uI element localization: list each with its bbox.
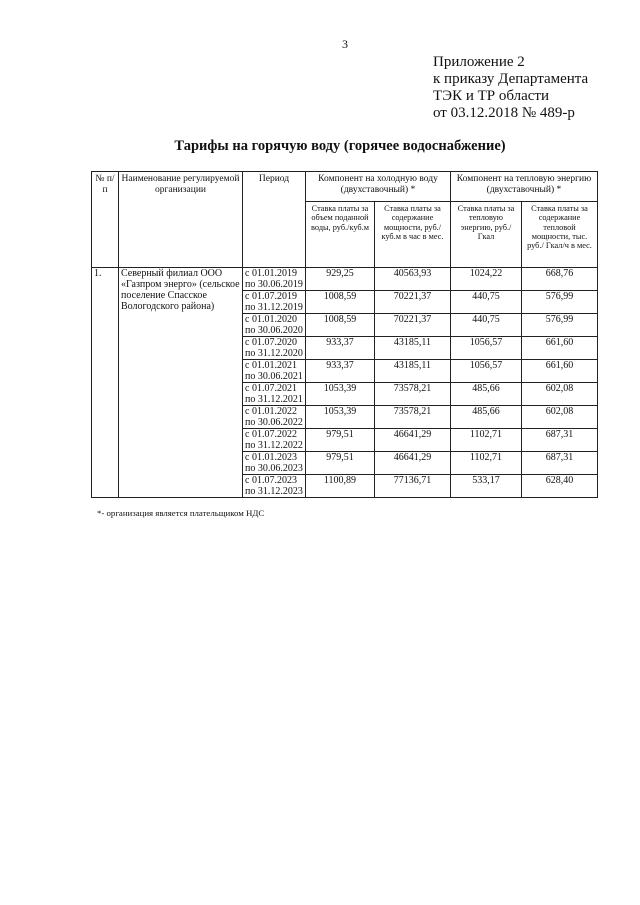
period-to: по 30.06.2022: [245, 417, 303, 428]
rate-cold-volume: 1008,59: [306, 291, 375, 314]
period-to: по 31.12.2022: [245, 440, 303, 451]
period-from: с 01.01.2021: [245, 360, 297, 371]
period-to: по 31.12.2023: [245, 486, 303, 497]
period-to: по 31.12.2020: [245, 348, 303, 359]
rate-cold-volume: 933,37: [306, 337, 375, 360]
tariff-table: [91, 171, 598, 498]
period-cell: [243, 475, 306, 498]
period-from: с 01.01.2023: [245, 452, 297, 463]
page-number: 3: [342, 37, 348, 51]
rate-cold-volume: 929,25: [306, 268, 375, 291]
rate-cold-capacity: 40563,93: [375, 268, 451, 291]
rate-heat-capacity: 687,31: [522, 429, 598, 452]
period-from: с 01.01.2019: [245, 268, 297, 279]
period-from: с 01.07.2021: [245, 383, 297, 394]
rate-heat-capacity: 668,76: [522, 268, 598, 291]
rate-cold-capacity: 73578,21: [375, 406, 451, 429]
period-cell: [243, 429, 306, 452]
period-cell: [243, 452, 306, 475]
period-from: с 01.07.2022: [245, 429, 297, 440]
header-cold-water-component: Компонент на холодную воду (двухставочный) *: [306, 172, 451, 202]
header-cold-volume-rate: Ставка платы за объем поданной воды, руб./куб.м: [306, 202, 375, 268]
period-from: с 01.07.2019: [245, 291, 297, 302]
period-from: с 01.01.2020: [245, 314, 297, 325]
period-cell: [243, 406, 306, 429]
rate-heat-energy: 1056,57: [451, 337, 522, 360]
annex-line: ТЭК и ТР области: [433, 88, 549, 104]
period-cell: [243, 314, 306, 337]
rate-cold-volume: 1053,39: [306, 383, 375, 406]
tariff-table-body: [92, 268, 598, 498]
period-cell: [243, 268, 306, 291]
rate-cold-volume: 1100,89: [306, 475, 375, 498]
rate-heat-energy: 1102,71: [451, 429, 522, 452]
header-cold-capacity-rate: Ставка платы за содержание мощности, руб./куб.м в час в мес.: [375, 202, 451, 268]
rate-cold-volume: 933,37: [306, 360, 375, 383]
rate-heat-capacity: 602,08: [522, 406, 598, 429]
rate-heat-energy: 1024,22: [451, 268, 522, 291]
period-cell: [243, 383, 306, 406]
rate-cold-capacity: 46641,29: [375, 452, 451, 475]
period-to: по 30.06.2021: [245, 371, 303, 382]
row-index: 1.: [92, 268, 119, 498]
organization-name: Северный филиал ООО «Газпром энерго» (сельское поселение Спасское Вологодского района): [119, 268, 243, 498]
period-to: по 31.12.2019: [245, 302, 303, 313]
annex-line: к приказу Департамента: [433, 71, 589, 87]
header-period: Период: [243, 172, 306, 268]
header-heat-energy-component: Компонент на тепловую энергию (двухставочный) *: [451, 172, 598, 202]
rate-cold-capacity: 73578,21: [375, 383, 451, 406]
rate-cold-capacity: 43185,11: [375, 360, 451, 383]
period-cell: [243, 360, 306, 383]
rate-heat-capacity: 602,08: [522, 383, 598, 406]
rate-heat-energy: 440,75: [451, 291, 522, 314]
annex-header: [433, 54, 588, 122]
rate-heat-energy: 485,66: [451, 406, 522, 429]
period-to: по 30.06.2019: [245, 279, 303, 290]
rate-heat-capacity: 576,99: [522, 314, 598, 337]
rate-heat-capacity: 661,60: [522, 360, 598, 383]
period-to: по 31.12.2021: [245, 394, 303, 405]
rate-heat-capacity: 687,31: [522, 452, 598, 475]
header-heat-energy-rate: Ставка платы за тепловую энергию, руб./Гкал: [451, 202, 522, 268]
rate-heat-energy: 533,17: [451, 475, 522, 498]
rate-cold-volume: 979,51: [306, 429, 375, 452]
period-to: по 30.06.2023: [245, 463, 303, 474]
table-row: [92, 268, 598, 291]
period-from: с 01.07.2023: [245, 475, 297, 486]
period-from: с 01.07.2020: [245, 337, 297, 348]
rate-heat-capacity: 628,40: [522, 475, 598, 498]
rate-cold-capacity: 70221,37: [375, 314, 451, 337]
period-cell: [243, 291, 306, 314]
document-title: Тарифы на горячую воду (горячее водоснабжение): [174, 138, 506, 154]
rate-heat-energy: 440,75: [451, 314, 522, 337]
annex-line: от 03.12.2018 № 489-р: [433, 105, 575, 121]
header-organization: Наименование регулируемой организации: [119, 172, 243, 268]
rate-cold-volume: 979,51: [306, 452, 375, 475]
header-heat-capacity-rate: Ставка платы за содержание тепловой мощности, тыс. руб./ Гкал/ч в мес.: [522, 202, 598, 268]
rate-cold-capacity: 77136,71: [375, 475, 451, 498]
header-num: № п/п: [92, 172, 119, 268]
rate-cold-volume: 1053,39: [306, 406, 375, 429]
rate-cold-capacity: 43185,11: [375, 337, 451, 360]
rate-cold-capacity: 46641,29: [375, 429, 451, 452]
rate-cold-capacity: 70221,37: [375, 291, 451, 314]
rate-heat-energy: 1102,71: [451, 452, 522, 475]
rate-cold-volume: 1008,59: [306, 314, 375, 337]
rate-heat-capacity: 576,99: [522, 291, 598, 314]
rate-heat-energy: 485,66: [451, 383, 522, 406]
annex-line: Приложение 2: [433, 54, 525, 70]
footnote: *- организация является плательщиком НДС: [97, 508, 265, 518]
period-cell: [243, 337, 306, 360]
rate-heat-energy: 1056,57: [451, 360, 522, 383]
period-from: с 01.01.2022: [245, 406, 297, 417]
rate-heat-capacity: 661,60: [522, 337, 598, 360]
period-to: по 30.06.2020: [245, 325, 303, 336]
